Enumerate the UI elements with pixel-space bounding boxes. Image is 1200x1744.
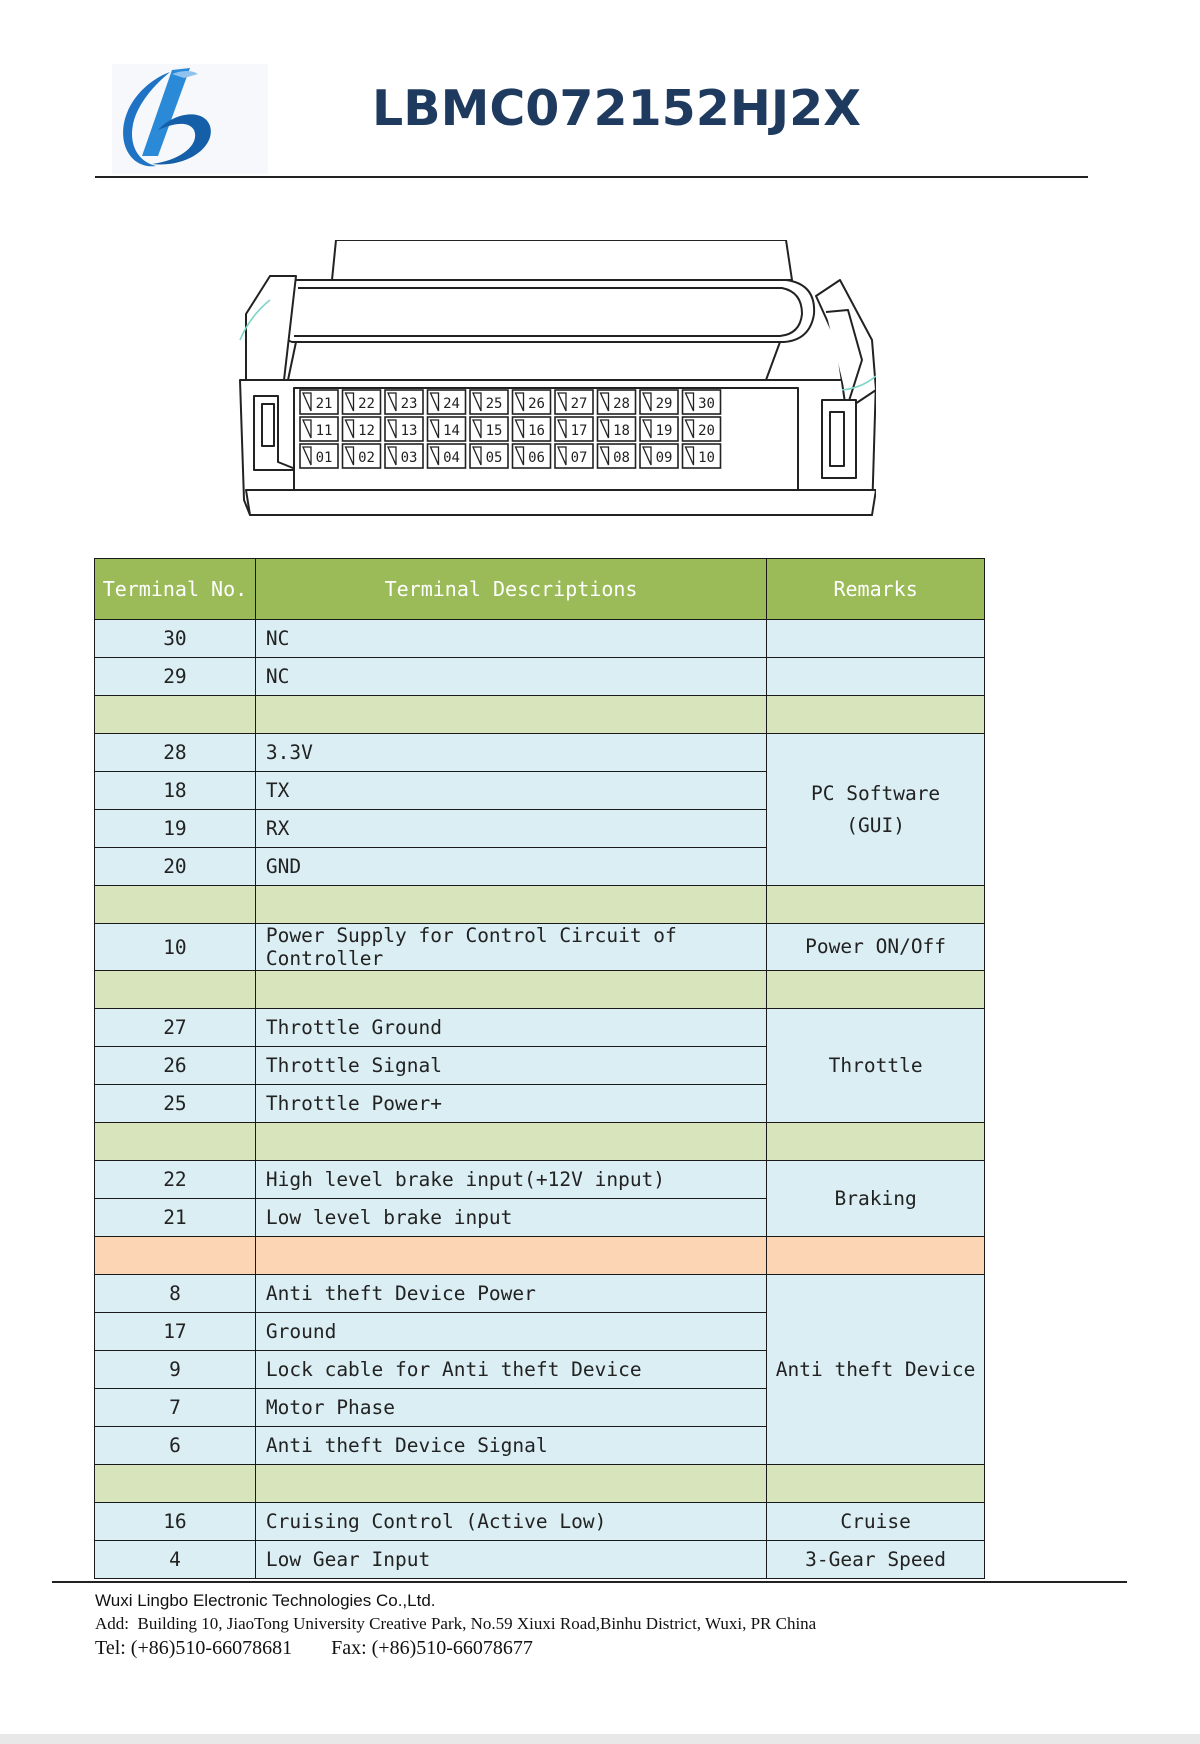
- connector-pin: [300, 444, 338, 468]
- footer-address: Add: Building 10, JiaoTong University Creative Park, No.59 Xiuxi Road,Binhu District, Wuxi, PR China: [95, 1614, 817, 1633]
- header-terminal-descriptions: Terminal Descriptions: [255, 559, 766, 620]
- remark-empty: [767, 658, 985, 696]
- terminal-description: TX: [255, 772, 766, 810]
- connector-pin: [513, 390, 551, 414]
- table-row: [95, 1503, 985, 1541]
- table-row: [95, 1161, 985, 1199]
- terminal-description: Lock cable for Anti theft Device: [255, 1351, 766, 1389]
- connector-pin-label: 06: [528, 450, 545, 466]
- connector-pin: [683, 417, 721, 441]
- table-row: [95, 658, 985, 696]
- terminal-description: Low Gear Input: [255, 1541, 766, 1579]
- connector-pin: [555, 390, 593, 414]
- remark-braking: Braking: [767, 1161, 985, 1237]
- connector-diagram: [236, 240, 876, 525]
- terminal-no: 10: [95, 924, 256, 971]
- table-row: [95, 1275, 985, 1313]
- table-row: [95, 734, 985, 772]
- terminal-no: 29: [95, 658, 256, 696]
- connector-pin-label: 04: [443, 450, 460, 466]
- connector-pin-label: 27: [570, 396, 588, 412]
- connector-pin-label: 11: [315, 423, 333, 439]
- connector-pin-label: 09: [655, 450, 673, 466]
- terminal-description: Motor Phase: [255, 1389, 766, 1427]
- connector-pin-label: 20: [698, 423, 715, 439]
- terminal-description: Cruising Control (Active Low): [255, 1503, 766, 1541]
- connector-pin: [513, 417, 551, 441]
- connector-pin: [385, 444, 423, 468]
- terminal-no: 25: [95, 1085, 256, 1123]
- remark-pc-software: [767, 734, 985, 886]
- terminal-description: Anti theft Device Signal: [255, 1427, 766, 1465]
- connector-pin-label: 05: [485, 450, 503, 466]
- footer-contact: [95, 1637, 533, 1660]
- connector-pin: [343, 417, 381, 441]
- connector-pin: [470, 390, 508, 414]
- footer-divider: [52, 1581, 1127, 1583]
- header-divider: [95, 176, 1088, 178]
- connector-pin: [598, 417, 636, 441]
- connector-pin-label: 23: [400, 396, 418, 412]
- terminal-description: Ground: [255, 1313, 766, 1351]
- terminal-no: 19: [95, 810, 256, 848]
- terminal-description: Throttle Power+: [255, 1085, 766, 1123]
- company-logo: [112, 64, 268, 174]
- terminal-no: 21: [95, 1199, 256, 1237]
- connector-pin-label: 26: [528, 396, 545, 412]
- terminal-table: [94, 558, 985, 1579]
- terminal-no: 20: [95, 848, 256, 886]
- table-row: [95, 924, 985, 971]
- page-bottom-edge: [0, 1734, 1200, 1744]
- connector-pin-label: 07: [570, 450, 588, 466]
- separator-row: [95, 1237, 985, 1275]
- terminal-no: 16: [95, 1503, 256, 1541]
- terminal-no: 9: [95, 1351, 256, 1389]
- connector-pin: [555, 444, 593, 468]
- connector-pin: [300, 390, 338, 414]
- remark-empty: [767, 620, 985, 658]
- table-row: [95, 620, 985, 658]
- terminal-description: High level brake input(+12V input): [255, 1161, 766, 1199]
- connector-pin-label: 12: [358, 423, 375, 439]
- separator-row: [95, 1123, 985, 1161]
- remark-anti-theft: Anti theft Device: [767, 1275, 985, 1465]
- connector-pin: [300, 417, 338, 441]
- connector-pin-label: 22: [358, 396, 375, 412]
- connector-pin-label: 16: [528, 423, 545, 439]
- connector-pin: [640, 417, 678, 441]
- connector-pin: [640, 390, 678, 414]
- connector-pin: [385, 390, 423, 414]
- connector-pin-label: 17: [570, 423, 588, 439]
- connector-pin: [428, 444, 466, 468]
- terminal-no: 8: [95, 1275, 256, 1313]
- terminal-description: Anti theft Device Power: [255, 1275, 766, 1313]
- connector-pin-label: 21: [315, 396, 333, 412]
- terminal-no: 7: [95, 1389, 256, 1427]
- remark-cruise: Cruise: [767, 1503, 985, 1541]
- terminal-description: NC: [255, 620, 766, 658]
- connector-pin: [470, 417, 508, 441]
- table-row: [95, 1009, 985, 1047]
- terminal-description: RX: [255, 810, 766, 848]
- terminal-no: 17: [95, 1313, 256, 1351]
- connector-pin-label: 30: [698, 396, 715, 412]
- connector-pin: [343, 390, 381, 414]
- remark-power: Power ON/Off: [767, 924, 985, 971]
- footer-tel: Tel: (+86)510-66078681: [95, 1637, 293, 1659]
- terminal-description: Throttle Ground: [255, 1009, 766, 1047]
- connector-pin: [683, 390, 721, 414]
- header-remarks: Remarks: [767, 559, 985, 620]
- connector-pin: [428, 417, 466, 441]
- terminal-no: 18: [95, 772, 256, 810]
- table-header-row: [95, 559, 985, 620]
- connector-pin: [555, 417, 593, 441]
- separator-row: [95, 886, 985, 924]
- terminal-no: 4: [95, 1541, 256, 1579]
- remark-gear: 3-Gear Speed: [767, 1541, 985, 1579]
- separator-row: [95, 971, 985, 1009]
- connector-pin: [598, 444, 636, 468]
- connector-pin: [513, 444, 551, 468]
- terminal-description: Power Supply for Control Circuit of Controller: [255, 924, 766, 971]
- connector-pin-label: 24: [443, 396, 460, 412]
- connector-pin: [683, 444, 721, 468]
- terminal-no: 22: [95, 1161, 256, 1199]
- terminal-description: Throttle Signal: [255, 1047, 766, 1085]
- separator-row: [95, 696, 985, 734]
- remark-pc-software-line2: (GUI): [846, 813, 905, 837]
- connector-pin-label: 14: [443, 423, 460, 439]
- terminal-no: 27: [95, 1009, 256, 1047]
- footer-fax: Fax: (+86)510-66078677: [331, 1637, 533, 1659]
- connector-pin-label: 13: [400, 423, 418, 439]
- terminal-no: 26: [95, 1047, 256, 1085]
- table-row: [95, 1541, 985, 1579]
- connector-pin-label: 10: [698, 450, 715, 466]
- terminal-no: 28: [95, 734, 256, 772]
- terminal-description: GND: [255, 848, 766, 886]
- connector-pin-label: 01: [315, 450, 333, 466]
- connector-pin-label: 29: [655, 396, 673, 412]
- connector-pin: [598, 390, 636, 414]
- terminal-no: 6: [95, 1427, 256, 1465]
- connector-pin: [470, 444, 508, 468]
- terminal-no: 30: [95, 620, 256, 658]
- connector-pin-label: 15: [485, 423, 503, 439]
- connector-pin-label: 19: [655, 423, 673, 439]
- connector-pin: [640, 444, 678, 468]
- separator-row: [95, 1465, 985, 1503]
- connector-pin-label: 28: [613, 396, 630, 412]
- connector-pin-label: 18: [613, 423, 630, 439]
- remark-throttle: Throttle: [767, 1009, 985, 1123]
- connector-pin: [428, 390, 466, 414]
- connector-pin: [385, 417, 423, 441]
- terminal-description: NC: [255, 658, 766, 696]
- terminal-description: 3.3V: [255, 734, 766, 772]
- document-title: LBMC072152HJ2X: [372, 80, 861, 137]
- footer-company: Wuxi Lingbo Electronic Technologies Co.,Ltd.: [95, 1591, 436, 1610]
- connector-pin-label: 03: [400, 450, 418, 466]
- connector-pin-label: 02: [358, 450, 375, 466]
- connector-pin: [343, 444, 381, 468]
- connector-pin-label: 08: [613, 450, 630, 466]
- terminal-description: Low level brake input: [255, 1199, 766, 1237]
- connector-pin-label: 25: [485, 396, 503, 412]
- header-terminal-no: Terminal No.: [95, 559, 256, 620]
- remark-pc-software-line1: PC Software: [811, 781, 941, 805]
